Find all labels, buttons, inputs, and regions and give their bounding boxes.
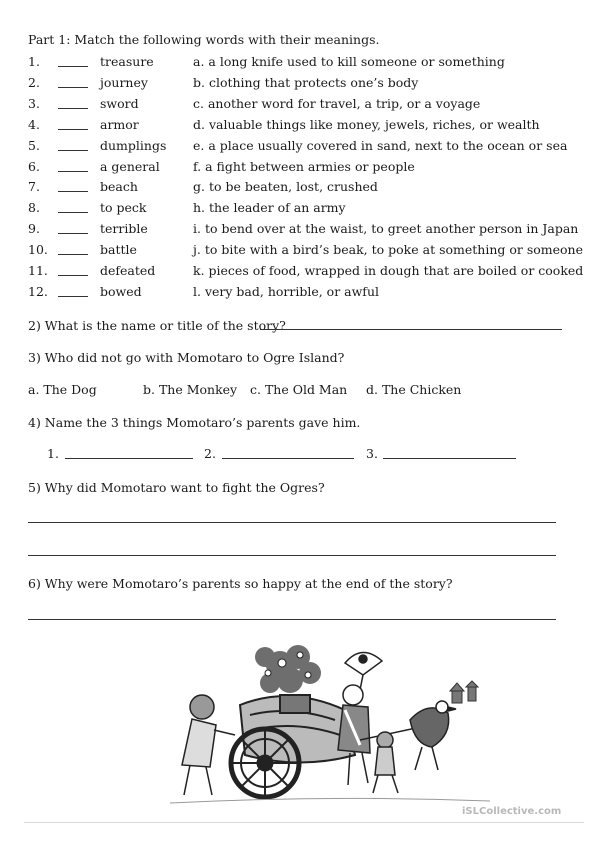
match-blank[interactable] [58,296,88,297]
question-5: 5) Why did Momotaro want to fight the Ogres? [28,480,325,495]
match-word: bowed [100,283,142,299]
match-number: 6. [28,158,40,174]
answer-line-q5-2[interactable] [28,555,556,556]
fan-icon [345,652,382,690]
answer-num-1: 1. [47,446,59,461]
match-blank[interactable] [58,275,88,276]
match-number: 9. [28,221,40,237]
match-definition: b. clothing that protects one’s body [193,74,419,90]
match-row [28,159,588,177]
match-row [28,138,588,156]
match-blank[interactable] [58,66,88,67]
match-word: terrible [100,221,148,237]
match-row [28,96,588,114]
match-number: 1. [28,54,40,69]
match-row [28,263,588,281]
match-word: a general [100,158,160,174]
match-word: armor [100,116,139,132]
answer-line-q6[interactable] [28,619,556,620]
match-definition: l. very bad, horrible, or awful [193,283,379,299]
match-blank[interactable] [58,87,88,88]
match-definition: f. a fight between armies or people [193,158,415,174]
match-row [28,117,588,135]
choice-b[interactable]: b. The Monkey [143,382,238,397]
match-number: 11. [28,263,48,278]
match-definition: j. to bite with a bird’s beak, to poke at something or someone [193,242,583,258]
distant-village [450,681,478,703]
match-blank[interactable] [58,233,88,234]
part1-title: Part 1: Match the following words with their meanings. [28,32,380,47]
match-definition: e. a place usually covered in sand, next to the ocean or sea [193,137,568,153]
match-blank[interactable] [58,254,88,255]
match-row [28,179,588,197]
match-blank[interactable] [58,171,88,172]
question-6: 6) Why were Momotaro’s parents so happy at the end of the story? [28,576,453,591]
match-definition: g. to be beaten, lost, crushed [193,179,378,195]
question-3: 3) Who did not go with Momotaro to Ogre Island? [28,350,345,365]
match-number: 12. [28,283,48,299]
match-number: 7. [28,179,40,195]
answer-line-q4-3[interactable] [383,458,516,459]
match-number: 3. [28,95,40,111]
match-blank[interactable] [58,212,88,213]
watermark-logo: iSLCollective.com [462,806,561,817]
match-word: battle [100,242,137,258]
match-number: 4. [28,116,40,132]
match-word: sword [100,95,139,111]
match-row [28,221,588,239]
momotaro-figure [338,685,370,785]
match-number: 5. [28,137,40,153]
answer-line-q2[interactable] [260,329,562,330]
question-4: 4) Name the 3 things Momotaro’s parents gave him. [28,415,361,430]
match-definition: i. to bend over at the waist, to greet another person in Japan [193,221,579,237]
match-blank[interactable] [58,129,88,130]
match-blank[interactable] [58,150,88,151]
match-row [28,242,588,260]
match-blank[interactable] [58,108,88,109]
dog-figure [182,695,235,795]
answer-line-q5-1[interactable] [28,522,556,523]
match-number: 10. [28,242,48,258]
choice-c[interactable]: c. The Old Man [250,382,348,397]
choice-a[interactable]: a. The Dog [28,382,97,397]
choice-d[interactable]: d. The Chicken [366,382,462,397]
match-word: to peck [100,200,147,216]
match-row [28,54,588,72]
match-word: dumplings [100,137,167,153]
match-definition: c. another word for travel, a trip, or a voyage [193,95,481,111]
match-blank[interactable] [58,191,88,192]
monkey-figure [373,732,398,793]
match-word: beach [100,179,138,195]
match-word: journey [100,74,148,90]
match-row [28,75,588,93]
match-definition: a. a long knife used to kill someone or something [193,54,505,69]
pheasant-figure [360,701,456,770]
match-number: 8. [28,200,40,216]
match-definition: k. pieces of food, wrapped in dough that are boiled or cooked [193,263,584,278]
flower-cluster [255,645,321,693]
ground-line [170,798,490,803]
cart-wheel [231,729,299,797]
match-word: defeated [100,263,156,278]
match-definition: h. the leader of an army [193,200,346,216]
answer-num-3: 3. [366,446,378,461]
answer-line-q4-1[interactable] [65,458,193,459]
match-number: 2. [28,74,40,90]
question-2: 2) What is the name or title of the story? [28,318,286,333]
answer-line-q4-2[interactable] [222,458,354,459]
match-word: treasure [100,54,154,69]
momotaro-illustration [170,635,490,815]
match-row [28,284,588,302]
match-row [28,200,588,218]
match-definition: d. valuable things like money, jewels, riches, or wealth [193,116,540,132]
answer-num-2: 2. [204,446,216,461]
